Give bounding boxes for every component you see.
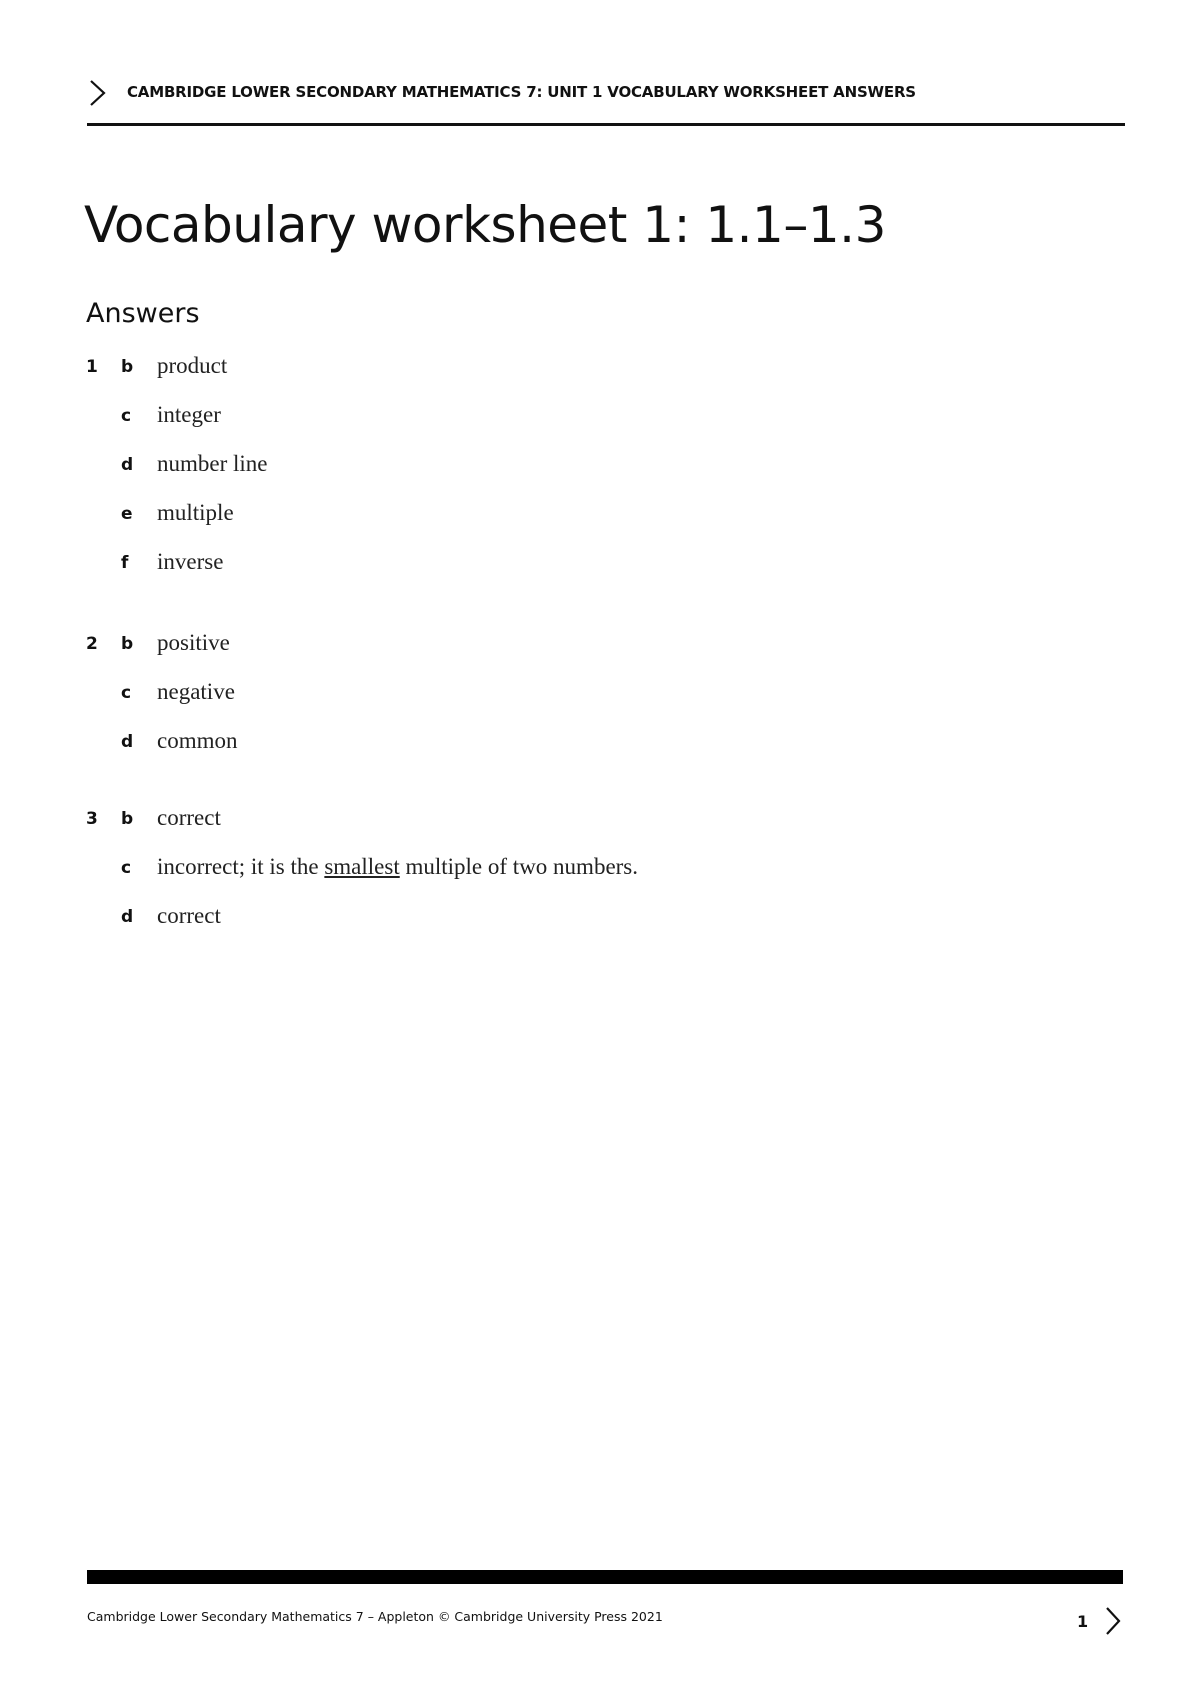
page-header (87, 76, 1125, 124)
answer-text-before: incorrect; it is the (157, 854, 325, 879)
answer-row (86, 551, 986, 600)
answer-row (86, 355, 986, 404)
answer-row (86, 856, 986, 905)
item-letter: d (121, 455, 134, 475)
answer-row (86, 453, 986, 502)
footer-credit: Cambridge Lower Secondary Mathematics 7 – Appleton © Cambridge University Press 2021 (87, 1609, 663, 1624)
item-letter: b (121, 634, 134, 654)
answer-row (86, 404, 986, 453)
item-answer: multiple (157, 500, 234, 525)
page-number: 1 (1077, 1612, 1089, 1631)
item-answer: positive (157, 630, 230, 655)
item-letter: d (121, 732, 134, 752)
item-letter: c (121, 406, 132, 426)
item-answer: correct (157, 805, 221, 830)
item-answer: number line (157, 451, 268, 476)
item-letter: b (121, 809, 134, 829)
item-letter: c (121, 683, 132, 703)
chevron-right-icon (87, 78, 109, 108)
item-answer (157, 854, 638, 880)
item-letter: f (121, 553, 129, 573)
header-rule (87, 123, 1125, 126)
answer-row (86, 681, 986, 730)
question-number: 2 (86, 634, 98, 654)
page-title: Vocabulary worksheet 1: 1.1–1.3 (84, 196, 886, 254)
answer-text-after: multiple of two numbers. (399, 854, 639, 879)
item-answer: inverse (157, 549, 224, 574)
item-letter: e (121, 504, 133, 524)
question-number: 1 (86, 357, 98, 377)
answer-row (86, 730, 986, 779)
question-3 (86, 807, 986, 954)
underlined-word: smallest (324, 854, 400, 879)
item-answer: correct (157, 903, 221, 928)
chevron-right-icon[interactable] (1103, 1605, 1123, 1637)
item-letter: d (121, 907, 134, 927)
question-number: 3 (86, 809, 98, 829)
item-letter: c (121, 858, 132, 878)
answer-row (86, 502, 986, 551)
item-answer: negative (157, 679, 235, 704)
answer-row (86, 632, 986, 681)
answer-row (86, 807, 986, 856)
answer-row (86, 905, 986, 954)
footer-bar (87, 1570, 1123, 1584)
question-2 (86, 632, 986, 779)
item-letter: b (121, 357, 134, 377)
section-heading: Answers (86, 298, 200, 329)
item-answer: integer (157, 402, 221, 427)
question-1 (86, 355, 986, 600)
item-answer: common (157, 728, 238, 753)
header-title: CAMBRIDGE LOWER SECONDARY MATHEMATICS 7: UNIT 1 VOCABULARY WORKSHEET ANSWERS (127, 83, 916, 101)
item-answer: product (157, 353, 228, 378)
